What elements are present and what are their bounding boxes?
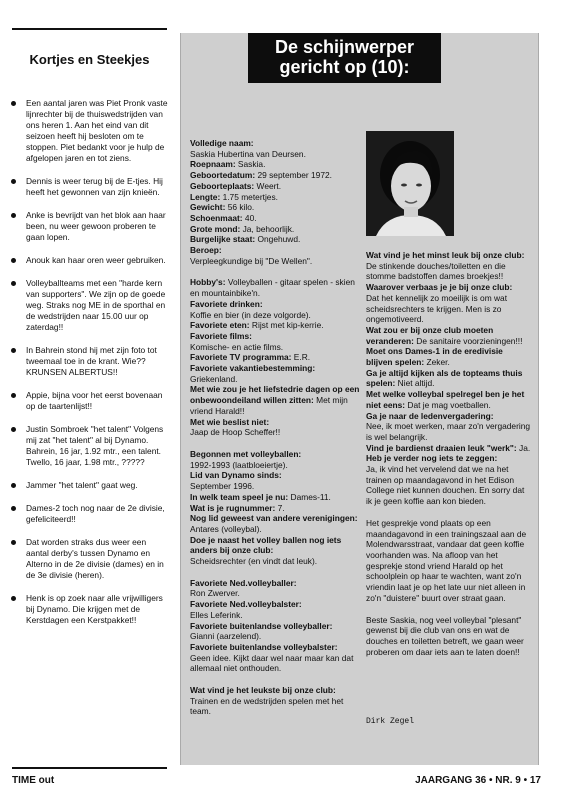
interview-line (366, 346, 531, 367)
interview-answer: Trainen en de wedstrijden spelen met het team. (190, 695, 344, 717)
left-list-item (8, 480, 168, 491)
interview-answer: Dames-11. (288, 491, 331, 502)
interview-line (190, 277, 360, 298)
interview-block (366, 250, 531, 507)
interview-answer: 7. (275, 502, 285, 513)
interview-line (190, 213, 360, 224)
interview-answer: 56 kilo. (225, 202, 255, 213)
interview-line (190, 481, 360, 492)
left-list-item (8, 176, 168, 198)
interview-answer: Verpleegkundige bij "De Wellen". (190, 255, 313, 266)
interview-question: Gewicht: (190, 202, 226, 213)
interview-line (190, 159, 360, 170)
interview-line (190, 256, 360, 267)
interview-question: Met wie zou je het liefstedrie dagen op een onbewoondeiland willen zitten: (190, 384, 360, 406)
interview-question: Ga je altijd kijken als de topteams thuis spelen: (366, 367, 523, 389)
interview-answer: Ongehuwd. (255, 234, 301, 245)
interview-answer: Saskia. (235, 159, 266, 170)
interview-question: Roepnaam: (190, 159, 236, 170)
interview-question: Moet ons Dames-1 in de eredivisie blijven spelen: (366, 346, 503, 368)
interview-column-right (366, 250, 531, 668)
interview-answer: 29 september 1972. (255, 170, 332, 181)
interview-line (366, 518, 531, 604)
left-list-item (8, 537, 168, 581)
bullet-icon (11, 101, 16, 106)
interview-line (190, 588, 360, 599)
interview-answer: Volleyballen - gitaar spelen - skien en mountainbike'n. (190, 277, 355, 299)
interview-answer: Ja, behoorlijk. (240, 223, 295, 234)
left-bottom-rule (12, 767, 167, 769)
left-list-item (8, 255, 168, 266)
interview-heading (248, 33, 441, 83)
bullet-icon (11, 281, 16, 286)
interview-question: Favoriete buitenlandse volleyballer: (190, 620, 333, 631)
interview-line (190, 503, 360, 514)
left-list-item-text: Dames-2 toch nog naar de 2e divisie, gefeliciteerd!! (26, 503, 165, 524)
interview-question: Favoriete drinken: (190, 298, 263, 309)
left-list-item-text: Anouk kan haar oren weer gebruiken. (26, 255, 166, 265)
portrait-photo-image (366, 131, 454, 236)
interview-line (190, 599, 360, 610)
interview-answer: Nee, ik moet werken, maar zo'n vergadering is wel belangrijk. (366, 421, 531, 442)
interview-question: Met welke volleybal spelregel ben je het niet eens: (366, 389, 525, 410)
left-list-item (8, 210, 168, 243)
interview-question: Wat zou er bij onze club moeten veranderen: (366, 324, 494, 346)
interview-line (190, 513, 360, 534)
bullet-icon (11, 348, 16, 353)
interview-answer: Antares (volleybal). (190, 523, 262, 534)
interview-answer: Weert. (254, 180, 282, 191)
interview-answer: Ja. (516, 442, 531, 453)
author-signature: Dirk Zegel (366, 717, 415, 726)
bullet-icon (11, 596, 16, 601)
interview-line (190, 310, 360, 321)
interview-answer: De sanitaire voorzieningen!!! (413, 335, 523, 346)
portrait-photo (366, 131, 454, 236)
interview-line (190, 631, 360, 642)
bullet-icon (11, 179, 16, 184)
interview-line (366, 389, 531, 410)
interview-question: Wat vind je het leukste bij onze club: (190, 685, 336, 696)
left-list-item-text: Jammer "het talent" gaat weg. (26, 480, 138, 490)
interview-answer: Geen idee. Kijkt daar wel naar maar kan dat allemaal niet onthouden. (190, 652, 354, 674)
interview-block (190, 685, 360, 717)
interview-line (190, 170, 360, 181)
bullet-icon (11, 258, 16, 263)
interview-line (190, 245, 360, 256)
interview-line (190, 234, 360, 245)
interview-line (366, 453, 531, 464)
bullet-icon (11, 213, 16, 218)
interview-question: Ga je naar de ledenvergadering: (366, 410, 494, 421)
interview-question: Grote mond: (190, 223, 241, 234)
interview-block (190, 449, 360, 567)
heading-line-2: gericht op (10): (279, 57, 410, 77)
interview-line (190, 685, 360, 696)
heading-line-1: De schijnwerper (274, 37, 415, 57)
interview-question: In welk team speel je nu: (190, 491, 289, 502)
interview-line (190, 149, 360, 160)
left-list-item (8, 424, 168, 468)
interview-line (366, 368, 531, 389)
interview-answer: E.R. (291, 352, 311, 363)
interview-answer: Het gesprekje vond plaats op een maandagavond in een trainingszaal aan de Molendwarsstraat, vandaar dat geen koffie voorhanden was. Na afloop van het gesprekje stond vriend Harald op het schoolplein op haar te wachten, want zo'n vriendin laat je op het late uur niet alleen in zo'n "duistere" buurt over straat gaan. (366, 517, 527, 603)
left-list-item (8, 278, 168, 333)
interview-answer: Gianni (aarzelend). (190, 631, 262, 642)
interview-line (190, 696, 360, 717)
interview-line (190, 427, 360, 438)
interview-block (190, 138, 360, 266)
interview-question: Hobby's: (190, 277, 226, 288)
interview-block (366, 518, 531, 604)
interview-line (190, 653, 360, 674)
interview-line (190, 342, 360, 353)
left-top-rule (12, 28, 167, 30)
interview-line (190, 470, 360, 481)
interview-line (190, 417, 360, 428)
interview-line (190, 621, 360, 632)
bullet-icon (11, 483, 16, 488)
interview-line (366, 443, 531, 454)
interview-line (190, 224, 360, 235)
interview-line (366, 421, 531, 442)
interview-line (190, 138, 360, 149)
interview-answer: Scheidsrechter (en vindt dat leuk). (190, 556, 318, 567)
interview-question: Wat vind je het minst leuk bij onze club: (366, 250, 525, 260)
interview-line (366, 282, 531, 293)
interview-answer: 40. (242, 212, 257, 223)
interview-question: Schoenmaat: (190, 212, 243, 223)
left-list-item-text: Henk is op zoek naar alle vrijwilligers bij Dynamo. Die krijgen met de Kerstdagen een Kerstpakket!! (26, 593, 163, 625)
interview-question: Lengte: (190, 191, 221, 202)
interview-block (190, 578, 360, 674)
interview-line (190, 374, 360, 385)
interview-answer: Niet altijd. (395, 378, 435, 389)
footer-magazine-name: TIME out (12, 775, 55, 786)
interview-line (190, 363, 360, 374)
interview-line (190, 352, 360, 363)
interview-answer: De stinkende douches/toiletten en die stomme badstoffen dames broekjes!! (366, 260, 506, 282)
interview-question: Favoriete TV programma: (190, 352, 292, 363)
interview-answer: Zeker. (424, 357, 450, 368)
interview-question: Volledige naam: (190, 138, 254, 148)
interview-question: Burgelijke staat: (190, 234, 256, 245)
interview-question: Favoriete eten: (190, 320, 250, 331)
left-list-item (8, 98, 168, 164)
bullet-icon (11, 427, 16, 432)
interview-answer: Komische- en actie films. (190, 341, 284, 352)
left-list-item (8, 593, 168, 626)
bullet-icon (11, 540, 16, 545)
interview-answer: September 1996. (190, 481, 255, 492)
interview-line (366, 615, 531, 658)
interview-line (190, 331, 360, 342)
interview-answer: Dat het kennelijk zo moeilijk is om wat scheidsrechters te krijgen. Men is zo ongemotiveerd. (366, 292, 508, 325)
interview-line (366, 411, 531, 422)
interview-answer: Saskia Hubertina van Deursen. (190, 148, 306, 159)
interview-answer: Dat je mag voetballen. (405, 399, 491, 410)
interview-line (190, 492, 360, 503)
interview-question: Geboorteplaats: (190, 180, 255, 191)
interview-question: Geboortedatum: (190, 170, 256, 181)
interview-line (366, 293, 531, 325)
interview-line (190, 610, 360, 621)
left-list-item-text: In Bahrein stond hij met zijn foto tot tweemaal toe in de krant. Wie?? KRUNSEN ALBERTUS!! (26, 345, 157, 377)
left-item-list (8, 98, 168, 638)
interview-answer: Griekenland. (190, 373, 238, 384)
interview-line (190, 202, 360, 213)
interview-question: Waarover verbaas je je bij onze club: (366, 282, 513, 293)
left-list-item-text: Justin Sombroek "het talent" Volgens mij zat "het talent" al bij Dynamo. Bahrein, 16 jar, 1.92 mtr., een talent. Twello, 16 jaar, 1.98 mtr., ????? (26, 424, 164, 467)
interview-answer: Ja, ik vind het vervelend dat we na het trainen op maandagavond in het Edison College niet kunnen douchen. En sorry dat ik je geen koffie aan kon bieden. (366, 464, 525, 507)
left-list-item (8, 345, 168, 378)
interview-question: Nog lid geweest van andere verenigingen: (190, 513, 358, 524)
interview-answer: Elles Leferink. (190, 609, 243, 620)
interview-answer: Koffie en bier (in deze volgorde). (190, 309, 311, 320)
interview-answer: Beste Saskia, nog veel volleybal "plesant" gewenst bij die club van ons en wat de douches en toiletten betreft, we gaan weer proberen om daar iets aan te laten doen!! (366, 614, 524, 657)
interview-line (190, 320, 360, 331)
interview-line (366, 325, 531, 346)
interview-block (366, 615, 531, 658)
interview-question: Heb je verder nog iets te zeggen: (366, 453, 498, 464)
interview-question: Favoriete Ned.volleybalster: (190, 599, 302, 610)
interview-line (190, 449, 360, 460)
left-list-item-text: Appie, bijna voor het eerst bovenaan op de taartenlijst!! (26, 390, 163, 411)
interview-line (190, 642, 360, 653)
interview-line (190, 578, 360, 589)
interview-line (190, 181, 360, 192)
interview-block (190, 277, 360, 438)
interview-question: Favoriete buitenlandse volleybalster: (190, 641, 338, 652)
interview-question: Met wie beslist niet: (190, 416, 270, 427)
left-list-item-text: Dennis is weer terug bij de E-tjes. Hij heeft het gewonnen van zijn knieën. (26, 176, 163, 197)
left-list-item-text: Volleyballteams met een "harde kern van supporters". We zijn op de goede weg. Straks nog ME in de sporthal en de wedstrijden naar 15.00 uur op zaterdag!! (26, 278, 166, 332)
interview-line (190, 556, 360, 567)
bullet-icon (11, 393, 16, 398)
interview-line (190, 460, 360, 471)
interview-column-left (190, 138, 360, 728)
interview-question: Favoriete films: (190, 330, 252, 341)
interview-line (190, 299, 360, 310)
interview-question: Lid van Dynamo sinds: (190, 470, 282, 481)
interview-line (190, 384, 360, 416)
interview-answer: 1992-1993 (laatbloeiertje). (190, 459, 288, 470)
interview-line (190, 535, 360, 556)
interview-question: Wat is je rugnummer: (190, 502, 276, 513)
interview-answer: Rijst met kip-kerrie. (249, 320, 324, 331)
left-list-item-text: Dat worden straks dus weer een aantal derby's tussen Dynamo en Alterno in de 2e divisie (dames) en in de 3e divisie (heren). (26, 537, 164, 580)
interview-question: Begonnen met volleyballen: (190, 448, 302, 459)
interview-answer: Jaap de Hoop Scheffer!! (190, 427, 281, 438)
left-column-title: Kortjes en Steekjes (29, 52, 150, 67)
left-list-item (8, 503, 168, 525)
interview-line (366, 464, 531, 507)
interview-question: Favoriete Ned.volleyballer: (190, 577, 297, 588)
left-list-item-text: Een aantal jaren was Piet Pronk vaste lijnrechter bij de thuiswedstrijden van ons heren 1. Aan het eind van dit seizoen heeft hij besloten om te stoppen. Piet bedankt voor je hulp de afgelopen jaren en tot ziens. (26, 98, 168, 163)
footer-issue-info: JAARGANG 36 • NR. 9 • 17 (415, 775, 541, 786)
left-list-item (8, 390, 168, 412)
interview-question: Vind je bardienst draaien leuk "werk": (366, 442, 517, 453)
interview-question: Favoriete vakantiebestemming: (190, 363, 316, 374)
interview-question: Doe je naast het volley ballen nog iets anders bij onze club: (190, 534, 342, 556)
bullet-icon (11, 506, 16, 511)
interview-answer: Ron Zwerver. (190, 588, 240, 599)
interview-line (190, 192, 360, 203)
left-list-item-text: Anke is bevrijdt van het blok aan haar been, nu weer gewoon proberen te gaan lopen. (26, 210, 166, 242)
interview-line (366, 250, 531, 282)
interview-answer: Met mijn vriend Harald!! (190, 395, 348, 416)
interview-answer: 1.75 metertjes. (220, 191, 278, 202)
interview-question: Beroep: (190, 245, 222, 256)
